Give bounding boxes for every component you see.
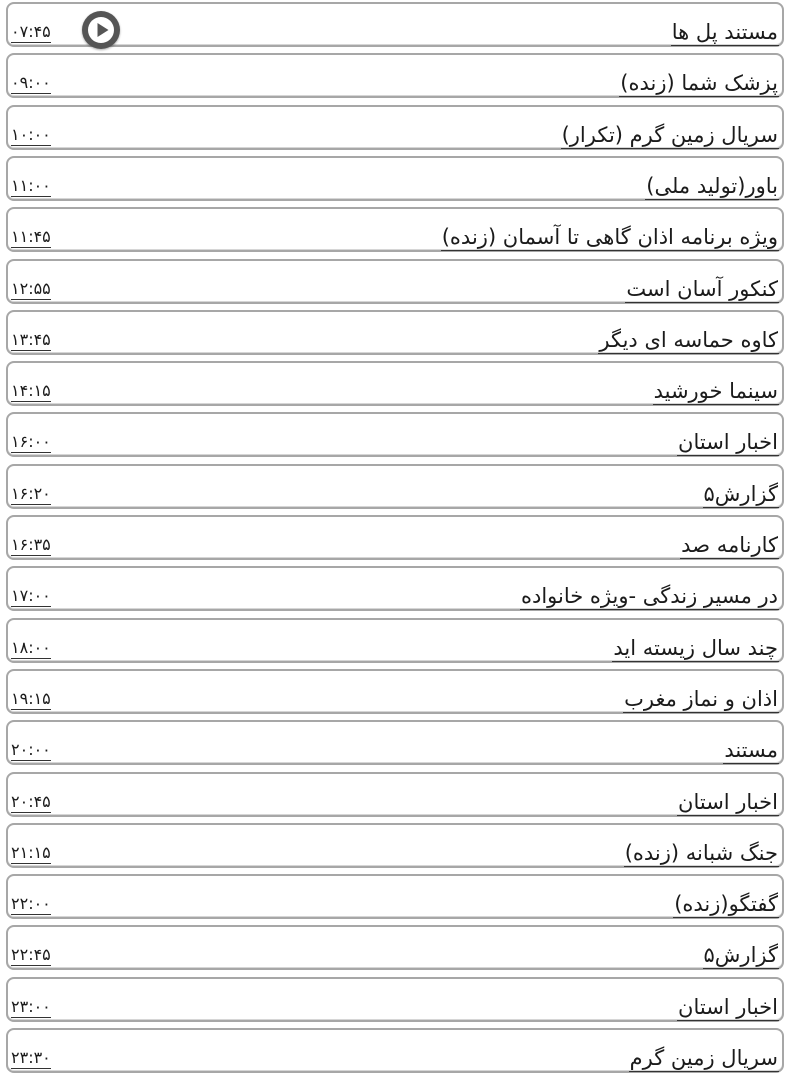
program-title: در مسیر زندگی -ویژه خانواده bbox=[520, 584, 778, 609]
program-title: اخبار استان bbox=[678, 789, 778, 814]
play-icon bbox=[82, 11, 120, 49]
schedule-row-7[interactable] bbox=[6, 361, 784, 406]
program-time: ۱۹:۱۵ bbox=[11, 688, 51, 708]
program-time: ۲۳:۳۰ bbox=[11, 1048, 51, 1067]
program-title: چند سال زیسته اید bbox=[613, 635, 778, 660]
program-title: گفتگو(زنده) bbox=[674, 892, 778, 917]
program-title: گزارش۵ bbox=[703, 943, 778, 968]
program-title: گزارش۵ bbox=[703, 481, 778, 506]
schedule-row-2[interactable] bbox=[6, 105, 784, 150]
program-time: ۱۱:۰۰ bbox=[11, 175, 51, 195]
program-title: ویژه برنامه اذان گاهی تا آسمان (زنده) bbox=[441, 225, 778, 250]
program-time: ۱۶:۲۰ bbox=[11, 483, 51, 503]
program-time: ۲۲:۰۰ bbox=[11, 894, 51, 914]
schedule-row-6[interactable] bbox=[6, 310, 784, 355]
schedule-row-11[interactable] bbox=[6, 566, 784, 611]
program-title: پزشک شما (زنده) bbox=[620, 71, 778, 96]
schedule-row-1[interactable] bbox=[6, 53, 784, 98]
program-title: کنکور آسان است bbox=[626, 276, 778, 301]
program-title: سریال زمین گرم (تکرار) bbox=[561, 122, 778, 147]
schedule-row-14[interactable] bbox=[6, 720, 784, 765]
program-time: ۰۷:۴۵ bbox=[11, 22, 51, 41]
play-button[interactable] bbox=[82, 11, 120, 49]
schedule-row-17[interactable] bbox=[6, 874, 784, 919]
program-title: کاوه حماسه ای دیگر bbox=[599, 327, 778, 352]
schedule-row-5[interactable] bbox=[6, 259, 784, 304]
program-title: اخبار استان bbox=[678, 994, 778, 1019]
schedule-row-8[interactable] bbox=[6, 412, 784, 457]
program-time: ۲۰:۴۵ bbox=[11, 791, 51, 811]
program-time: ۱۶:۳۵ bbox=[11, 535, 51, 554]
schedule-row-20[interactable] bbox=[6, 1028, 784, 1073]
schedule-row-10[interactable] bbox=[6, 515, 784, 560]
schedule-row-16[interactable] bbox=[6, 823, 784, 868]
schedule-row-4[interactable] bbox=[6, 207, 784, 252]
program-title: اخبار استان bbox=[678, 430, 778, 455]
schedule-row-13[interactable] bbox=[6, 669, 784, 714]
program-time: ۱۶:۰۰ bbox=[11, 432, 51, 452]
program-time: ۲۰:۰۰ bbox=[11, 740, 51, 760]
program-title: سینما خورشید bbox=[653, 379, 778, 404]
program-time: ۱۲:۵۵ bbox=[11, 278, 51, 298]
program-time: ۲۱:۱۵ bbox=[11, 842, 51, 862]
schedule-row-12[interactable] bbox=[6, 618, 784, 663]
program-time: ۱۷:۰۰ bbox=[11, 586, 51, 606]
schedule-row-0[interactable] bbox=[6, 2, 784, 47]
program-time: ۲۲:۴۵ bbox=[11, 945, 51, 965]
program-title: باور(تولید ملی) bbox=[646, 173, 778, 198]
program-time: ۱۴:۱۵ bbox=[11, 381, 51, 401]
program-time: ۱۰:۰۰ bbox=[11, 124, 51, 144]
program-title: کارنامه صد bbox=[681, 533, 778, 557]
program-time: ۱۸:۰۰ bbox=[11, 637, 51, 657]
program-title: مستند bbox=[724, 738, 778, 763]
program-time: ۲۳:۰۰ bbox=[11, 996, 51, 1016]
program-time: ۰۹:۰۰ bbox=[11, 73, 51, 93]
program-title: مستند پل ها bbox=[671, 20, 778, 44]
schedule-row-19[interactable] bbox=[6, 977, 784, 1022]
program-title: سریال زمین گرم bbox=[629, 1046, 778, 1070]
program-title: جنگ شبانه (زنده) bbox=[624, 840, 778, 865]
program-time: ۱۱:۴۵ bbox=[11, 227, 51, 247]
schedule-row-3[interactable] bbox=[6, 156, 784, 201]
schedule-row-18[interactable] bbox=[6, 925, 784, 970]
program-title: اذان و نماز مغرب bbox=[624, 686, 778, 711]
program-time: ۱۳:۴۵ bbox=[11, 329, 51, 349]
schedule-row-9[interactable] bbox=[6, 464, 784, 509]
schedule-row-15[interactable] bbox=[6, 772, 784, 817]
